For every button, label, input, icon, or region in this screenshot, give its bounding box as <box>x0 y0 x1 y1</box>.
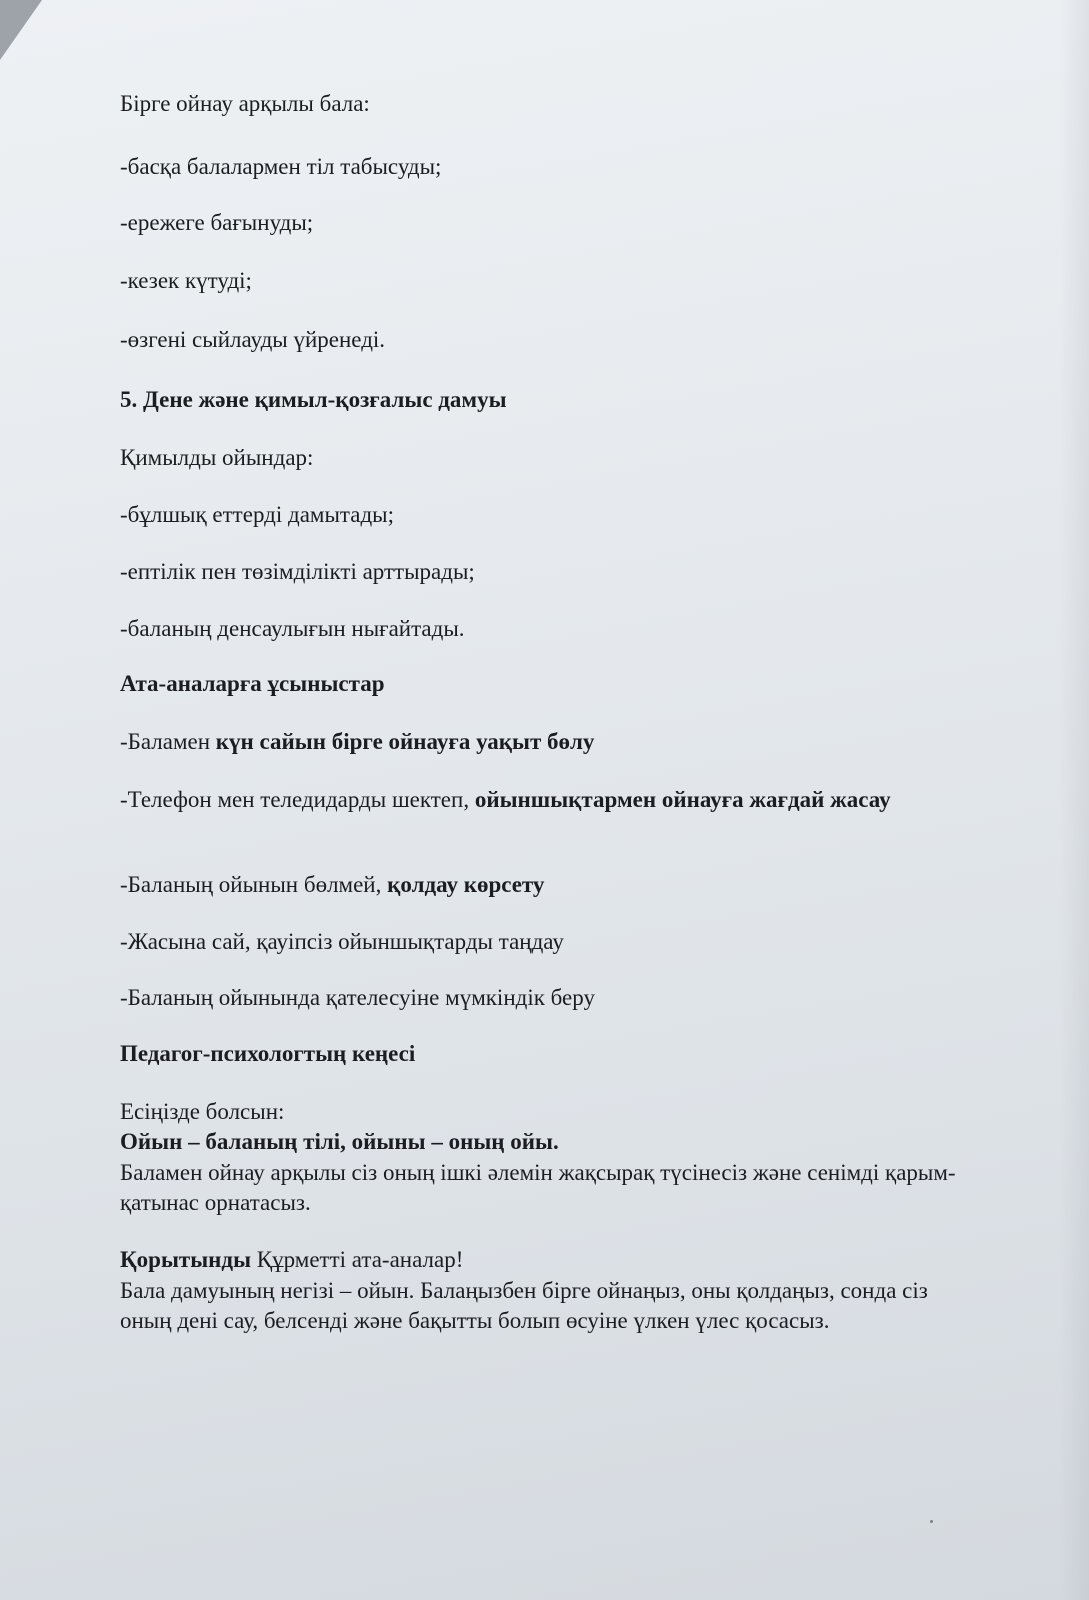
advice-text: Баламен ойнау арқылы сіз оның ішкі әлемін жақсырақ түсінесіз және сенімді қарым-қатынас орнатасыз. <box>120 1160 956 1215</box>
parents-item <box>120 728 594 756</box>
paper-speck <box>930 1520 933 1523</box>
parents-item-plain: -Баланың ойынында қателесуіне мүмкіндік беру <box>120 985 595 1010</box>
parents-item-plain: -Телефон мен теледидарды шектеп, <box>120 787 475 812</box>
conclusion-greeting: Құрметті ата-аналар! <box>251 1247 464 1272</box>
parents-item-plain: -Баламен <box>120 729 216 754</box>
intro-item: -ережеге бағынуды; <box>120 210 314 235</box>
intro-item: -өзгені сыйлауды үйренеді. <box>120 327 386 352</box>
parents-heading: Ата-аналарға ұсыныстар <box>120 671 385 696</box>
advice-remember: Есіңізде болсын: <box>120 1099 285 1124</box>
section5-lead: Қимылды ойындар: <box>120 445 314 470</box>
parents-item-bold: күн сайын бірге ойнауға уақыт бөлу <box>215 729 595 754</box>
section5-item: -баланың денсаулығын нығайтады. <box>120 616 465 641</box>
parents-item <box>120 928 564 956</box>
intro-item: -кезек күтуді; <box>120 268 252 293</box>
parents-item <box>120 786 940 814</box>
intro-item: -басқа балалармен тіл табысуды; <box>120 154 442 179</box>
parents-item <box>120 871 544 899</box>
section5-item: -бұлшық еттерді дамытады; <box>120 502 394 527</box>
parents-item-plain: -Жасына сай, қауіпсіз ойыншықтарды таңдау <box>120 929 564 954</box>
parents-item-bold: ойыншықтармен ойнауға жағдай жасау <box>474 787 891 812</box>
conclusion-label: Қорытынды <box>120 1247 252 1272</box>
parents-item <box>120 984 595 1012</box>
advice-motto: Ойын – баланың тілі, ойыны – оның ойы. <box>120 1129 559 1154</box>
conclusion-title <box>120 1246 463 1274</box>
page-edge-shade <box>1059 0 1089 1600</box>
advice-heading: Педагог-психологтың кеңесі <box>120 1041 416 1066</box>
parents-item-plain: -Баланың ойынын бөлмей, <box>120 872 388 897</box>
conclusion-text: Бала дамуының негізі – ойын. Балаңызбен бірге ойнаңыз, оны қолдаңыз, сонда сіз оның дені сау, белсенді және бақытты болып өсуіне үлкен үлес қосасыз. <box>120 1278 928 1333</box>
parents-item-bold: қолдау көрсету <box>387 872 545 897</box>
intro-lead: Бірге ойнау арқылы бала: <box>120 91 370 116</box>
section5-heading: 5. Дене және қимыл-қозғалыс дамуы <box>120 387 507 412</box>
section5-item: -ептілік пен төзімділікті арттырады; <box>120 559 475 584</box>
folded-corner-shadow <box>0 0 42 60</box>
